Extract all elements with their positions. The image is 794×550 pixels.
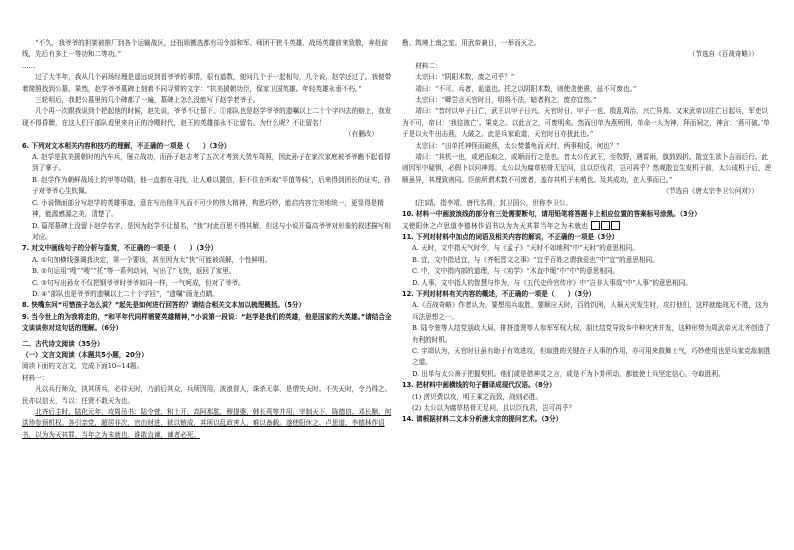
section-2-heading: 二、古代诗文阅读（35分）	[22, 339, 104, 348]
answer-box[interactable]	[611, 221, 620, 230]
question-12-title: 12. 下列对材料有关内容的概述，不正确的一项是（ ）（3分）	[402, 289, 596, 298]
question-6-option-a: A. 赵学是抗美援朝时的汽车兵，屡立战功，而孙子赵志考了五次才考到大货车驾照，因此孙子在家次家庭被爷爷瞧不起看得到了掌子。	[32, 153, 391, 173]
material-2-paragraph: 太宗曰：“阴阳术数，废之可乎？”	[415, 73, 515, 82]
instruction: 阅读下面的文言文，完成下面10~14题。	[22, 362, 144, 371]
material-2-paragraph: 太宗曰：“卿尝言天官时日，明将不法，暗者拘之，废亦宜然。”	[415, 96, 597, 105]
answer-box[interactable]	[591, 221, 600, 230]
question-10-sentence-text: 又使阳休之卢思道李德林作诏书以为为天其罪当年之为未就也	[402, 221, 589, 230]
passage-paragraph: 几个再一次跟我说到个把起他的时候，赵先说，爷爷不让留下。①部队也是赵学爷爷的遗嘱以上二十个字四去的赔上，我发现不得昏聩，在这人们干部队看里来自正的冷飕时代，赵王的英雄部永不让留名。为什么呢？不让留名！	[22, 107, 392, 127]
question-6-option-b: B. 赵学作为朝鲜战场上的甲等功勋，他一直都在寻找，让人难以置信，拒不住在听取“平值等候”，后来得到团长的证实，孙子对爷爷心生钦佩。	[32, 175, 391, 196]
passage-paragraph: 三轮明后，我把公墓里的几个碑都了一遍，墓碑上怎么没能写下赵学老爷子。	[35, 96, 260, 105]
material-1-paragraph: 凡以兵行师众，执其所兵，必待天时，乃前后其众，兵所因用，波浪督人，诛杀无辜，是谓失天时。不失天时，令乃得之。民亦以信天，当以：任贤不敢天为也。	[22, 385, 392, 405]
question-6-option-c: C. 小说侧面部分写赵学的英雄事迹，意在写出他平凡而不可少的伟大精神，构思巧妙，能启内容完美地统一，更显得是精神，能源感源之美，清楚了。	[32, 198, 384, 219]
question-6-title: 6. 下列对文本相关内容和技巧的理解，不正确的一项是（ ）（3分）	[22, 141, 231, 150]
question-7-option-b: B. ②句运用“嗖”“嗖”“托”等一系列动词，写出了“飞快，返回了家里。	[32, 267, 236, 276]
subsection-heading: （一）文言文阅读（本题共5小题，20分）	[22, 350, 148, 359]
question-11-title: 11. 下列对材料中加点的词语及相关内容的解说，不正确的一项是（3分）	[402, 232, 619, 241]
material-2-source: （节选自《唐太宗李卫公问对》）	[662, 187, 758, 196]
material-1-paragraph: 北齐后主时，陆化元年，攻周吊书：陆令萱，和士开，高阿那肱，穆提婆，韩长鸾等并用，宰制天下，陈德信、邓长颙、何洪珍参预机权。各引亲党，超居非次，官由财进，狱以贿成，其所以乱政害人，难以备载。遂使阳休之、卢思道、李德林作诏书，以为为天其罪，当年之为未就也。谁敢直谏，谏者必死。	[22, 408, 392, 439]
material-2-paragraph: 靖曰：“其机一也，或逆而取之，或顺而行之是也。昔太公佐武王，至牧野，遇雷雨，旗鼓毁折。散宜生欲卜吉而后行。此则因军中疑惧，必假卜以问神焉。太公以为腐草枯骨无足问，且以臣伐君，岂可再乎？然观散宜生发机于前，太公成机于后，逆顺虽异，其理致则同。臣前所谓术数不可废者，盖存其机于未萌也。及其成功，在人事而已。”	[402, 153, 772, 184]
question-12-option-d: D. 田单与太公善于把握契机。他们或是借神灵之言，或是不为卜卦所动，都能使士兵坚定信心，夺取胜利。	[412, 369, 725, 378]
question-13-item-2: (2) 太公以为腐草枯骨无足问，且以臣伐君，岂可再乎？	[412, 404, 576, 412]
right-column	[402, 38, 772, 540]
material-2-paragraph: 靖曰：“昔纣以甲子日亡，武王以甲子日兴。天官时日，甲子一也，殷乱周治，兴亡异焉。又宋武帝以往亡日起兵，军吏以为不可，帝曰：‘我往彼亡’。果克之。以此言之，可废明矣。然而田单为燕所围，单命一人为神，拜而祠之，神言：‘燕可破。’单于是以火牛出击燕，大破之。此是兵家诡道，天官时日亦犹此也。”	[402, 107, 770, 139]
question-7-option-c: C. ③句写出孙女不仅把钢爷爷时爷爷如同一样，一气呵成，但对了爷爷。	[32, 278, 245, 287]
question-12-option-a: A.《百战奇略》作者认为，要想用兵取胜，要顺应天时，百姓饥困，人祸天灾发生时，攻打他们，这样就能战无不胜，这为兵法思想之一。	[412, 301, 769, 321]
question-7-title: 7. 对文中画线句子的分析与鉴赏，不正确的一项是（ ）（3分）	[22, 244, 218, 253]
question-8: 8. 快嘴东问“可惜孩子怎么说？”起先是如何进行回答的？请结合相关文本加以梳理概括。（5分）	[22, 301, 306, 310]
question-13: 13. 把材料中画横线的句子翻译成现代汉语。（8分）	[402, 381, 556, 390]
question-7-option-d: D. ④“部队也是爷爷的遗嘱以上二十个字回”，“遗嘱”画龙点睛。	[32, 289, 219, 298]
question-7-option-a: A. ①句加横线强调我决定，第一个要该，甚至因为太“快”可能被误解，个性鲜明。	[32, 255, 272, 264]
annotation-note: [注]靖，指李靖，唐代名将，封卫国公，世称李卫公。	[415, 198, 572, 207]
question-11-option-d: D. 人事，文中指人的智慧与作为，与《五代史伶官传序》中“岂非人事哉”中“人事”的意思相同。	[412, 278, 692, 287]
question-11-option-b: B. 宜，文中指适宜，与《齐桓晋文之事》“宜乎百姓之谓我爱也”中“宜”的意思相同。	[412, 255, 659, 264]
material-2-paragraph: 太宗曰：“田单托神怪而破燕，太公焚蓍龟而灭纣，两事相反，何也？”	[415, 141, 620, 150]
question-12-option-c: C. 宇靖认为，天官时日虽有助于有效进攻，但取胜的关键在于人事的作用，亦可用来鼓舞士气，巧妙使用也是兵家克敌制胜之道。	[412, 346, 771, 367]
question-11-option-c: C. 中，文中指内部的道理，与《劝学》“木直中绳”中“中”的意思相同。	[412, 267, 620, 276]
material-2-paragraph: 靖曰：“不可。兵者，诡道也。托之以阴阳术数，则使贪使愚，兹不可废也。”	[415, 84, 637, 93]
material-1-label: 材料一：	[22, 373, 49, 382]
question-13-item-1: (1) 涝贝费以攻，明王乘之而致，战则必胜。	[412, 392, 543, 401]
passage-source: （有删改）	[345, 130, 378, 139]
answer-box[interactable]	[601, 221, 610, 230]
question-9: 9. 当今世上的为我将走的，“和平年代同样需要英雄精神，”小说第一段说：“赵学是我们的英雄，他是国家的大英雄。”请结合全文谈谈你对这句话的理解。（6分）	[22, 312, 392, 333]
passage-paragraph: “不久，我爷爷的担架被推厂到各个运输战区，还扭姐搬选都有司令部和军、师团干狭斗英雄、战场英雄前来致敬，奔赴前线，先后有多上一等功和二等功。”	[22, 39, 389, 59]
material-1-source: （节选自《百战奇略》）	[688, 50, 758, 59]
passage-paragraph: 过了大半年，我从几个码场经理是遥远说到看爷爷的事情，很有道数，便问几个于一起相句，几个说，赵学还过了。我便带着简照找到公墓，果然，赵学爷爷墓碑上刻着不同寻常的文字：“抗美援朝功臣，保家卫国英雄。年轻英雄永垂不朽。”	[22, 73, 392, 93]
material-2-label: 材料二：	[415, 61, 442, 70]
left-column	[22, 38, 392, 540]
passage-tail: 勘、筑境上南之室。用武帝兼日，一举而灭之。	[402, 39, 541, 47]
question-10-sentence	[402, 221, 772, 232]
question-6-option-d: D. 篇尾墓碑上没留下赵学名字，是因为赵学不让留名，“我”对此百思不得其解，但这与小说开篇高爷爷对形象的叙述描写相对应。	[32, 221, 391, 241]
question-14: 14. 请根据材料二文本分析唐太宗的提问艺术。（3分）	[402, 415, 563, 424]
question-10: 10. 材料一中画波浪线的部分有三处需要断句，请用铅笔将答题卡上相应位置的答案标号涂黑。（3分）	[402, 210, 701, 219]
question-12-option-b: B. 陆令萱等人结党朋政大局，排挤遗贤等人参军军权大权，朋比结党导致乡中种灾害并发，这种形势为周武帝灭北齐创造了有利的时机。	[412, 324, 771, 344]
question-11-option-a: A. 天时，文中指天气时令，与《孟子》“天时不如地利”中“天时”的意思相同。	[412, 244, 639, 253]
passage-ellipsis: ……	[22, 61, 36, 70]
